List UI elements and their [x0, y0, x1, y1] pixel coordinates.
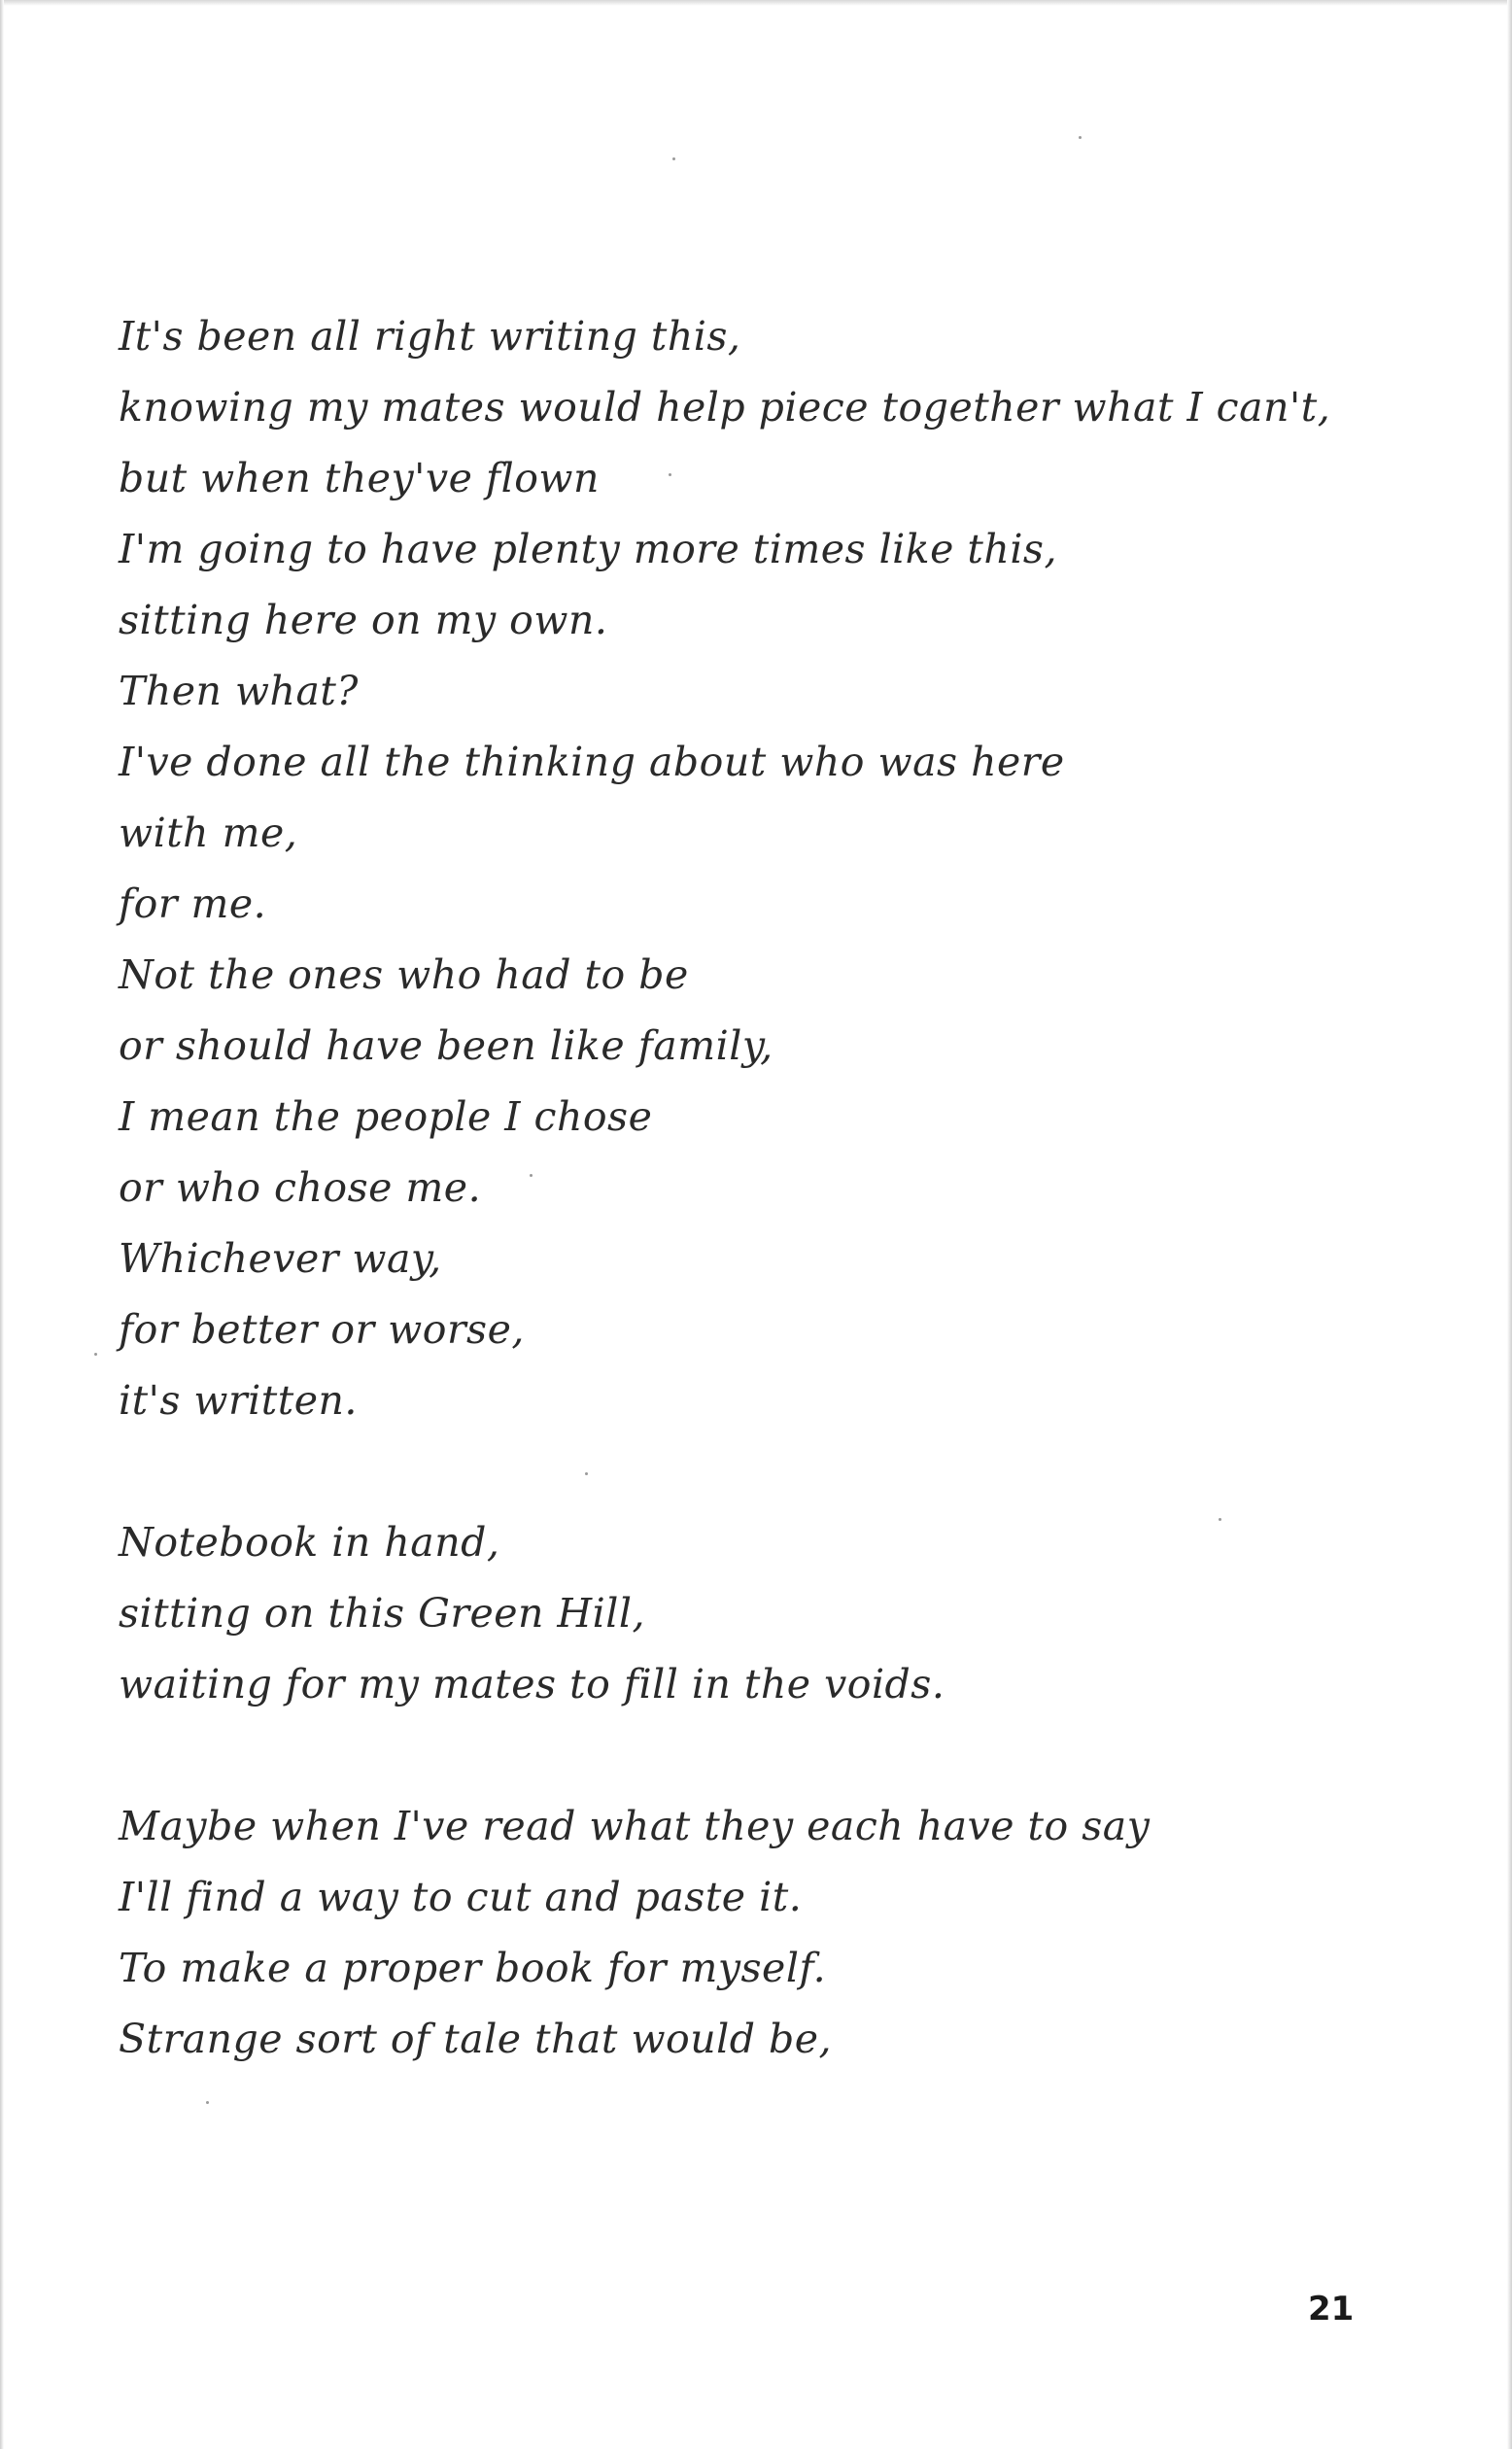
poem-line: I'll find a way to cut and paste it. — [119, 1874, 803, 1920]
poem-line: I'm going to have plenty more times like this, — [119, 526, 1057, 572]
poem — [119, 301, 1382, 2075]
stanza-1 — [119, 301, 1382, 1436]
poem-line: Then what? — [119, 668, 359, 714]
poem-line: sitting on this Green Hill, — [119, 1590, 646, 1637]
poem-line: It's been all right writing this, — [119, 313, 741, 360]
page-number: 21 — [1308, 2290, 1355, 2328]
stanza-break — [119, 1720, 1382, 1791]
scan-speck — [206, 2101, 209, 2104]
poem-line: for better or worse, — [119, 1306, 525, 1353]
page-edge-right — [1507, 0, 1512, 2449]
scan-speck — [672, 157, 675, 160]
poem-line: Not the ones who had to be — [119, 951, 689, 998]
poem-line: it's written. — [119, 1377, 358, 1424]
stanza-2 — [119, 1507, 1382, 1720]
poem-line: Strange sort of tale that would be, — [119, 2016, 833, 2062]
poem-line: or who chose me. — [119, 1164, 482, 1211]
poem-line: with me, — [119, 810, 298, 856]
stanza-break — [119, 1436, 1382, 1507]
poem-line: I've done all the thinking about who was here — [119, 739, 1065, 785]
stanza-3 — [119, 1791, 1382, 2075]
poem-line: To make a proper book for myself. — [119, 1945, 827, 1991]
page-edge-top — [0, 0, 1512, 6]
poem-line: Notebook in hand, — [119, 1519, 500, 1566]
poem-line: Whichever way, — [119, 1235, 442, 1282]
scan-speck — [1079, 136, 1082, 139]
page-edge-left — [0, 0, 4, 2449]
poem-line: knowing my mates would help piece together what I can't, — [119, 384, 1331, 431]
scan-speck — [94, 1353, 97, 1356]
poem-line: for me. — [119, 880, 267, 927]
poem-line: or should have been like family, — [119, 1022, 773, 1069]
poem-line: waiting for my mates to fill in the voids. — [119, 1661, 945, 1707]
poem-line: sitting here on my own. — [119, 597, 608, 643]
poem-line: I mean the people I chose — [119, 1093, 653, 1140]
poem-line: Maybe when I've read what they each have to say — [119, 1803, 1151, 1849]
poem-line: but when they've flown — [119, 455, 600, 501]
